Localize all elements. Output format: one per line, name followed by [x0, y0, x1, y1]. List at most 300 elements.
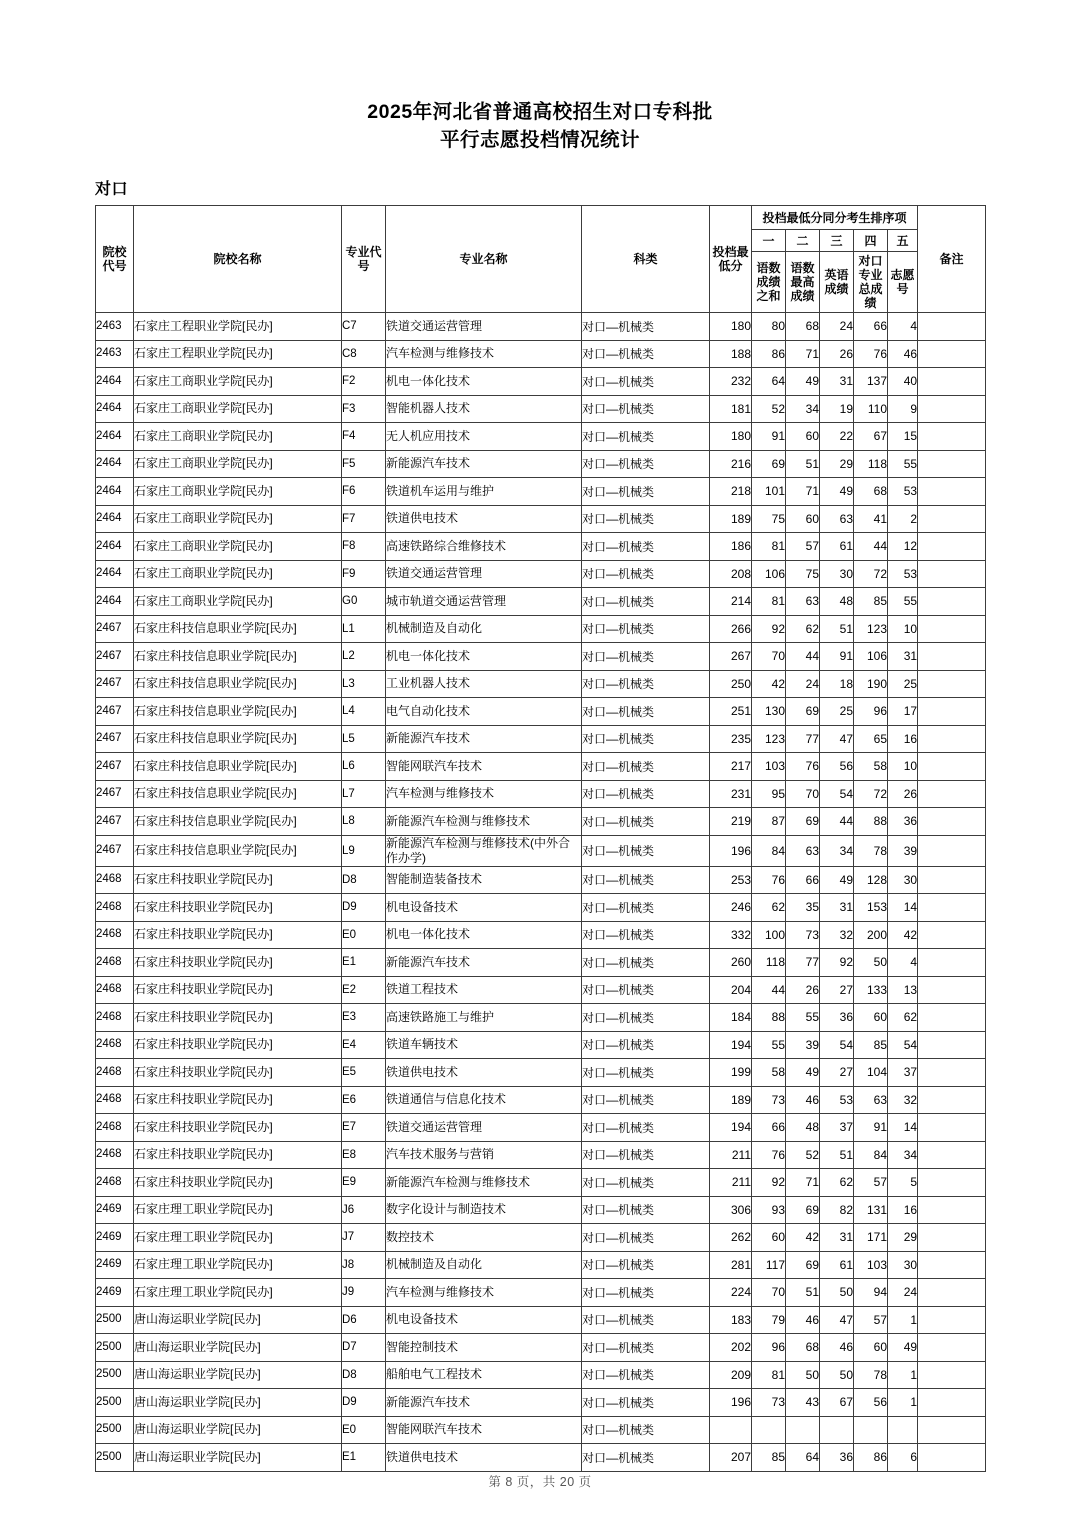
cell-major-code: D8: [342, 866, 386, 894]
cell-min-score: 194: [710, 1031, 752, 1059]
table-row: [96, 1004, 986, 1032]
cell-rank-4: 41: [854, 505, 888, 533]
th-rank-numeral-5: 五: [888, 230, 918, 252]
cell-category: 对口—机械类: [582, 866, 710, 894]
cell-major-code: L1: [342, 615, 386, 643]
cell-school-code: 2468: [96, 1141, 134, 1169]
cell-rank-1: 80: [752, 313, 786, 341]
cell-school-code: 2468: [96, 949, 134, 977]
cell-major-code: E3: [342, 1004, 386, 1032]
cell-note: [918, 1196, 986, 1224]
cell-rank-4: 58: [854, 753, 888, 781]
cell-major-code: E1: [342, 949, 386, 977]
cell-rank-3: 61: [820, 1251, 854, 1279]
cell-min-score: 217: [710, 753, 752, 781]
cell-category: 对口—机械类: [582, 1361, 710, 1389]
cell-rank-3: 67: [820, 1389, 854, 1417]
cell-rank-3: 47: [820, 725, 854, 753]
cell-school-code: 2467: [96, 808, 134, 836]
cell-rank-4: 76: [854, 340, 888, 368]
cell-rank-3: 50: [820, 1279, 854, 1307]
cell-major-code: F7: [342, 505, 386, 533]
cell-major-code: F4: [342, 423, 386, 451]
cell-rank-1: 91: [752, 423, 786, 451]
table-row: [96, 1086, 986, 1114]
table-row: [96, 894, 986, 922]
th-rank-numeral-4: 四: [854, 230, 888, 252]
cell-major-code: G0: [342, 588, 386, 616]
cell-major-code: E8: [342, 1141, 386, 1169]
cell-rank-1: 96: [752, 1334, 786, 1362]
cell-rank-5: 12: [888, 533, 918, 561]
cell-major-code: F3: [342, 395, 386, 423]
cell-rank-1: 73: [752, 1389, 786, 1417]
cell-min-score: 209: [710, 1361, 752, 1389]
cell-rank-2: 69: [786, 1251, 820, 1279]
cell-major-name: 机电一体化技术: [386, 368, 582, 396]
cell-rank-2: 71: [786, 1169, 820, 1197]
cell-major-name: 机电设备技术: [386, 1306, 582, 1334]
cell-rank-4: 57: [854, 1169, 888, 1197]
cell-min-score: 224: [710, 1279, 752, 1307]
cell-rank-5: 31: [888, 643, 918, 671]
cell-min-score: 207: [710, 1444, 752, 1472]
cell-note: [918, 1251, 986, 1279]
cell-rank-4: 86: [854, 1444, 888, 1472]
cell-rank-2: 68: [786, 313, 820, 341]
cell-rank-4: 123: [854, 615, 888, 643]
cell-rank-4: 78: [854, 1361, 888, 1389]
cell-rank-3: 34: [820, 835, 854, 866]
statistics-table: [95, 205, 986, 1472]
cell-min-score: 199: [710, 1059, 752, 1087]
cell-rank-5: 49: [888, 1334, 918, 1362]
cell-min-score: 235: [710, 725, 752, 753]
cell-school-name: 石家庄工商职业学院[民办]: [134, 560, 342, 588]
cell-rank-1: 58: [752, 1059, 786, 1087]
cell-rank-4: 63: [854, 1086, 888, 1114]
cell-school-name: 石家庄科技信息职业学院[民办]: [134, 670, 342, 698]
cell-rank-4: 171: [854, 1224, 888, 1252]
table-row: [96, 1279, 986, 1307]
table-row: [96, 698, 986, 726]
cell-note: [918, 921, 986, 949]
cell-major-name: 新能源汽车技术: [386, 725, 582, 753]
table-row: [96, 1031, 986, 1059]
table-row: [96, 1306, 986, 1334]
cell-rank-3: 49: [820, 866, 854, 894]
cell-note: [918, 340, 986, 368]
cell-note: [918, 1361, 986, 1389]
cell-category: 对口—机械类: [582, 1114, 710, 1142]
cell-min-score: 246: [710, 894, 752, 922]
cell-major-name: 汽车检测与维修技术: [386, 340, 582, 368]
cell-rank-4: 60: [854, 1334, 888, 1362]
table-row: [96, 423, 986, 451]
cell-major-name: 铁道交通运营管理: [386, 313, 582, 341]
cell-rank-2: 76: [786, 753, 820, 781]
cell-min-score: 231: [710, 780, 752, 808]
th-rank-item-5: 志愿号: [888, 252, 918, 313]
cell-min-score: 208: [710, 560, 752, 588]
cell-note: [918, 976, 986, 1004]
table-row: [96, 1169, 986, 1197]
cell-rank-2: 71: [786, 478, 820, 506]
cell-rank-5: 1: [888, 1361, 918, 1389]
cell-rank-2: 62: [786, 615, 820, 643]
cell-rank-5: 36: [888, 808, 918, 836]
cell-rank-2: 55: [786, 1004, 820, 1032]
cell-min-score: 184: [710, 1004, 752, 1032]
cell-category: 对口—机械类: [582, 1306, 710, 1334]
cell-school-name: 唐山海运职业学院[民办]: [134, 1334, 342, 1362]
cell-school-name: 石家庄科技职业学院[民办]: [134, 921, 342, 949]
cell-min-score: 202: [710, 1334, 752, 1362]
cell-school-name: 石家庄工商职业学院[民办]: [134, 505, 342, 533]
cell-rank-1: 55: [752, 1031, 786, 1059]
cell-major-name: 汽车检测与维修技术: [386, 1279, 582, 1307]
cell-rank-5: 37: [888, 1059, 918, 1087]
cell-major-code: L4: [342, 698, 386, 726]
cell-school-name: 唐山海运职业学院[民办]: [134, 1306, 342, 1334]
cell-major-name: 机械制造及自动化: [386, 615, 582, 643]
th-major-code: 专业代号: [342, 206, 386, 313]
cell-rank-2: 49: [786, 368, 820, 396]
cell-rank-2: 69: [786, 698, 820, 726]
cell-major-code: J8: [342, 1251, 386, 1279]
cell-category: 对口—机械类: [582, 560, 710, 588]
cell-note: [918, 1389, 986, 1417]
cell-rank-5: 15: [888, 423, 918, 451]
cell-note: [918, 615, 986, 643]
table-row: [96, 1224, 986, 1252]
cell-note: [918, 670, 986, 698]
cell-rank-3: 54: [820, 780, 854, 808]
cell-school-code: 2464: [96, 450, 134, 478]
cell-school-code: 2500: [96, 1416, 134, 1444]
cell-rank-2: 50: [786, 1361, 820, 1389]
cell-note: [918, 533, 986, 561]
cell-note: [918, 866, 986, 894]
cell-note: [918, 450, 986, 478]
cell-rank-1: [752, 1416, 786, 1444]
cell-rank-3: 54: [820, 1031, 854, 1059]
cell-major-name: 电气自动化技术: [386, 698, 582, 726]
cell-rank-4: 96: [854, 698, 888, 726]
cell-rank-5: 24: [888, 1279, 918, 1307]
cell-rank-3: 18: [820, 670, 854, 698]
cell-rank-3: 53: [820, 1086, 854, 1114]
cell-rank-3: 29: [820, 450, 854, 478]
cell-school-code: 2467: [96, 643, 134, 671]
cell-rank-4: 190: [854, 670, 888, 698]
cell-rank-4: 67: [854, 423, 888, 451]
cell-rank-2: 35: [786, 894, 820, 922]
cell-major-code: L7: [342, 780, 386, 808]
cell-rank-5: 54: [888, 1031, 918, 1059]
cell-major-name: 无人机应用技术: [386, 423, 582, 451]
cell-school-name: 唐山海运职业学院[民办]: [134, 1444, 342, 1472]
cell-category: 对口—机械类: [582, 505, 710, 533]
cell-rank-5: 26: [888, 780, 918, 808]
cell-rank-1: 52: [752, 395, 786, 423]
cell-school-name: 石家庄科技职业学院[民办]: [134, 1086, 342, 1114]
cell-school-code: 2469: [96, 1224, 134, 1252]
cell-school-name: 石家庄工程职业学院[民办]: [134, 313, 342, 341]
cell-major-code: F6: [342, 478, 386, 506]
cell-school-code: 2467: [96, 753, 134, 781]
cell-rank-5: 30: [888, 866, 918, 894]
cell-rank-3: 51: [820, 1141, 854, 1169]
cell-rank-2: 64: [786, 1444, 820, 1472]
cell-major-name: 铁道供电技术: [386, 1059, 582, 1087]
cell-school-name: 石家庄科技职业学院[民办]: [134, 1004, 342, 1032]
table-row: [96, 395, 986, 423]
cell-rank-1: 85: [752, 1444, 786, 1472]
cell-category: 对口—机械类: [582, 478, 710, 506]
cell-category: 对口—机械类: [582, 1389, 710, 1417]
cell-rank-4: 78: [854, 835, 888, 866]
cell-rank-2: 77: [786, 725, 820, 753]
cell-school-name: 石家庄科技信息职业学院[民办]: [134, 808, 342, 836]
cell-school-name: 石家庄科技信息职业学院[民办]: [134, 835, 342, 866]
cell-rank-4: 103: [854, 1251, 888, 1279]
cell-rank-1: 92: [752, 1169, 786, 1197]
cell-min-score: 186: [710, 533, 752, 561]
cell-rank-4: 60: [854, 1004, 888, 1032]
cell-rank-1: 79: [752, 1306, 786, 1334]
cell-rank-5: 62: [888, 1004, 918, 1032]
cell-rank-5: 55: [888, 450, 918, 478]
cell-rank-5: 40: [888, 368, 918, 396]
cell-school-name: 石家庄理工职业学院[民办]: [134, 1251, 342, 1279]
cell-rank-2: 34: [786, 395, 820, 423]
th-rank-item-3: 英语成绩: [820, 252, 854, 313]
th-school-name: 院校名称: [134, 206, 342, 313]
cell-category: 对口—机械类: [582, 894, 710, 922]
cell-school-code: 2464: [96, 505, 134, 533]
cell-category: 对口—机械类: [582, 1416, 710, 1444]
cell-rank-5: 5: [888, 1169, 918, 1197]
cell-rank-4: 200: [854, 921, 888, 949]
cell-rank-4: 153: [854, 894, 888, 922]
cell-rank-3: 44: [820, 808, 854, 836]
cell-rank-2: 51: [786, 450, 820, 478]
cell-school-name: 石家庄科技信息职业学院[民办]: [134, 725, 342, 753]
cell-rank-2: 39: [786, 1031, 820, 1059]
cell-major-name: 船舶电气工程技术: [386, 1361, 582, 1389]
cell-rank-3: 25: [820, 698, 854, 726]
cell-school-code: 2469: [96, 1251, 134, 1279]
cell-major-name: 机电设备技术: [386, 894, 582, 922]
cell-rank-5: 29: [888, 1224, 918, 1252]
cell-rank-1: 84: [752, 835, 786, 866]
cell-school-name: 石家庄科技信息职业学院[民办]: [134, 698, 342, 726]
cell-rank-2: 63: [786, 835, 820, 866]
cell-major-code: E9: [342, 1169, 386, 1197]
cell-rank-5: 14: [888, 1114, 918, 1142]
header-row-group: [96, 206, 986, 230]
cell-school-code: 2468: [96, 921, 134, 949]
cell-rank-2: 71: [786, 340, 820, 368]
cell-major-code: D9: [342, 1389, 386, 1417]
cell-min-score: 253: [710, 866, 752, 894]
cell-min-score: 266: [710, 615, 752, 643]
cell-school-code: 2463: [96, 340, 134, 368]
document-title-line-2: 平行志愿投档情况统计: [439, 129, 640, 151]
cell-school-code: 2463: [96, 313, 134, 341]
th-major-name: 专业名称: [386, 206, 582, 313]
cell-rank-4: 104: [854, 1059, 888, 1087]
cell-school-name: 石家庄科技职业学院[民办]: [134, 949, 342, 977]
cell-rank-2: [786, 1416, 820, 1444]
cell-rank-4: 56: [854, 1389, 888, 1417]
table-row: [96, 615, 986, 643]
table-row: [96, 588, 986, 616]
cell-min-score: 214: [710, 588, 752, 616]
cell-rank-3: 27: [820, 976, 854, 1004]
cell-major-name: 铁道交通运营管理: [386, 560, 582, 588]
cell-min-score: 250: [710, 670, 752, 698]
cell-rank-1: 76: [752, 866, 786, 894]
cell-major-code: L8: [342, 808, 386, 836]
cell-school-code: 2469: [96, 1279, 134, 1307]
cell-rank-3: 82: [820, 1196, 854, 1224]
cell-rank-2: 69: [786, 808, 820, 836]
cell-note: [918, 1169, 986, 1197]
cell-rank-4: 106: [854, 643, 888, 671]
cell-min-score: 281: [710, 1251, 752, 1279]
cell-note: [918, 1334, 986, 1362]
cell-min-score: 332: [710, 921, 752, 949]
cell-rank-1: 70: [752, 643, 786, 671]
cell-major-code: F2: [342, 368, 386, 396]
table-row: [96, 1389, 986, 1417]
cell-rank-3: 24: [820, 313, 854, 341]
cell-rank-1: 123: [752, 725, 786, 753]
cell-school-name: 石家庄科技职业学院[民办]: [134, 1059, 342, 1087]
cell-rank-4: 137: [854, 368, 888, 396]
cell-major-name: 智能网联汽车技术: [386, 753, 582, 781]
cell-major-name: 新能源汽车检测与维修技术: [386, 1169, 582, 1197]
cell-rank-1: 100: [752, 921, 786, 949]
cell-rank-2: 75: [786, 560, 820, 588]
cell-rank-4: 57: [854, 1306, 888, 1334]
cell-category: 对口—机械类: [582, 1086, 710, 1114]
cell-major-code: F8: [342, 533, 386, 561]
cell-min-score: 196: [710, 835, 752, 866]
cell-major-code: E7: [342, 1114, 386, 1142]
cell-major-code: D8: [342, 1361, 386, 1389]
title-block: [0, 0, 1080, 154]
cell-major-name: 智能制造装备技术: [386, 866, 582, 894]
cell-min-score: 194: [710, 1114, 752, 1142]
table-row: [96, 725, 986, 753]
cell-major-code: L3: [342, 670, 386, 698]
cell-school-name: 石家庄科技职业学院[民办]: [134, 1169, 342, 1197]
table-row: [96, 340, 986, 368]
cell-category: 对口—机械类: [582, 368, 710, 396]
cell-rank-5: 42: [888, 921, 918, 949]
cell-rank-5: 13: [888, 976, 918, 1004]
cell-note: [918, 423, 986, 451]
cell-school-code: 2464: [96, 560, 134, 588]
cell-rank-1: 73: [752, 1086, 786, 1114]
cell-min-score: 204: [710, 976, 752, 1004]
cell-rank-5: 34: [888, 1141, 918, 1169]
cell-rank-4: 85: [854, 1031, 888, 1059]
cell-rank-3: 36: [820, 1004, 854, 1032]
cell-rank-3: 92: [820, 949, 854, 977]
cell-category: 对口—机械类: [582, 1059, 710, 1087]
cell-rank-5: 14: [888, 894, 918, 922]
cell-note: [918, 1141, 986, 1169]
cell-major-code: F5: [342, 450, 386, 478]
cell-rank-1: 118: [752, 949, 786, 977]
cell-school-name: 唐山海运职业学院[民办]: [134, 1361, 342, 1389]
cell-major-name: 新能源汽车技术: [386, 450, 582, 478]
cell-school-name: 石家庄理工职业学院[民办]: [134, 1196, 342, 1224]
cell-school-name: 唐山海运职业学院[民办]: [134, 1416, 342, 1444]
cell-min-score: 180: [710, 423, 752, 451]
cell-major-code: E2: [342, 976, 386, 1004]
cell-rank-2: 69: [786, 1196, 820, 1224]
cell-rank-2: 60: [786, 505, 820, 533]
cell-major-code: C8: [342, 340, 386, 368]
cell-rank-4: 84: [854, 1141, 888, 1169]
cell-rank-4: 94: [854, 1279, 888, 1307]
cell-rank-1: 62: [752, 894, 786, 922]
table-row: [96, 1196, 986, 1224]
cell-rank-3: 30: [820, 560, 854, 588]
cell-rank-1: 88: [752, 1004, 786, 1032]
cell-rank-4: 131: [854, 1196, 888, 1224]
cell-category: 对口—机械类: [582, 1031, 710, 1059]
cell-major-code: J7: [342, 1224, 386, 1252]
th-rank-group: 投档最低分同分考生排序项: [752, 206, 918, 230]
cell-min-score: 232: [710, 368, 752, 396]
table-header: [96, 206, 986, 313]
cell-min-score: 219: [710, 808, 752, 836]
cell-rank-1: 81: [752, 588, 786, 616]
cell-min-score: 251: [710, 698, 752, 726]
cell-major-name: 智能控制技术: [386, 1334, 582, 1362]
cell-category: 对口—机械类: [582, 698, 710, 726]
cell-rank-3: 62: [820, 1169, 854, 1197]
table-row: [96, 1141, 986, 1169]
table-row: [96, 1444, 986, 1472]
cell-note: [918, 395, 986, 423]
table-row: [96, 643, 986, 671]
cell-school-name: 石家庄工商职业学院[民办]: [134, 533, 342, 561]
cell-school-code: 2500: [96, 1334, 134, 1362]
cell-rank-5: 17: [888, 698, 918, 726]
cell-category: 对口—机械类: [582, 1279, 710, 1307]
cell-school-name: 石家庄科技职业学院[民办]: [134, 894, 342, 922]
cell-school-name: 石家庄工商职业学院[民办]: [134, 368, 342, 396]
cell-rank-4: 72: [854, 780, 888, 808]
cell-school-name: 石家庄科技信息职业学院[民办]: [134, 753, 342, 781]
cell-major-name: 铁道交通运营管理: [386, 1114, 582, 1142]
cell-rank-5: 25: [888, 670, 918, 698]
cell-school-name: 石家庄工商职业学院[民办]: [134, 588, 342, 616]
cell-rank-3: 31: [820, 368, 854, 396]
cell-rank-1: 87: [752, 808, 786, 836]
statistics-table-container: [95, 205, 985, 1472]
table-row: [96, 753, 986, 781]
cell-rank-5: 16: [888, 725, 918, 753]
cell-major-code: C7: [342, 313, 386, 341]
